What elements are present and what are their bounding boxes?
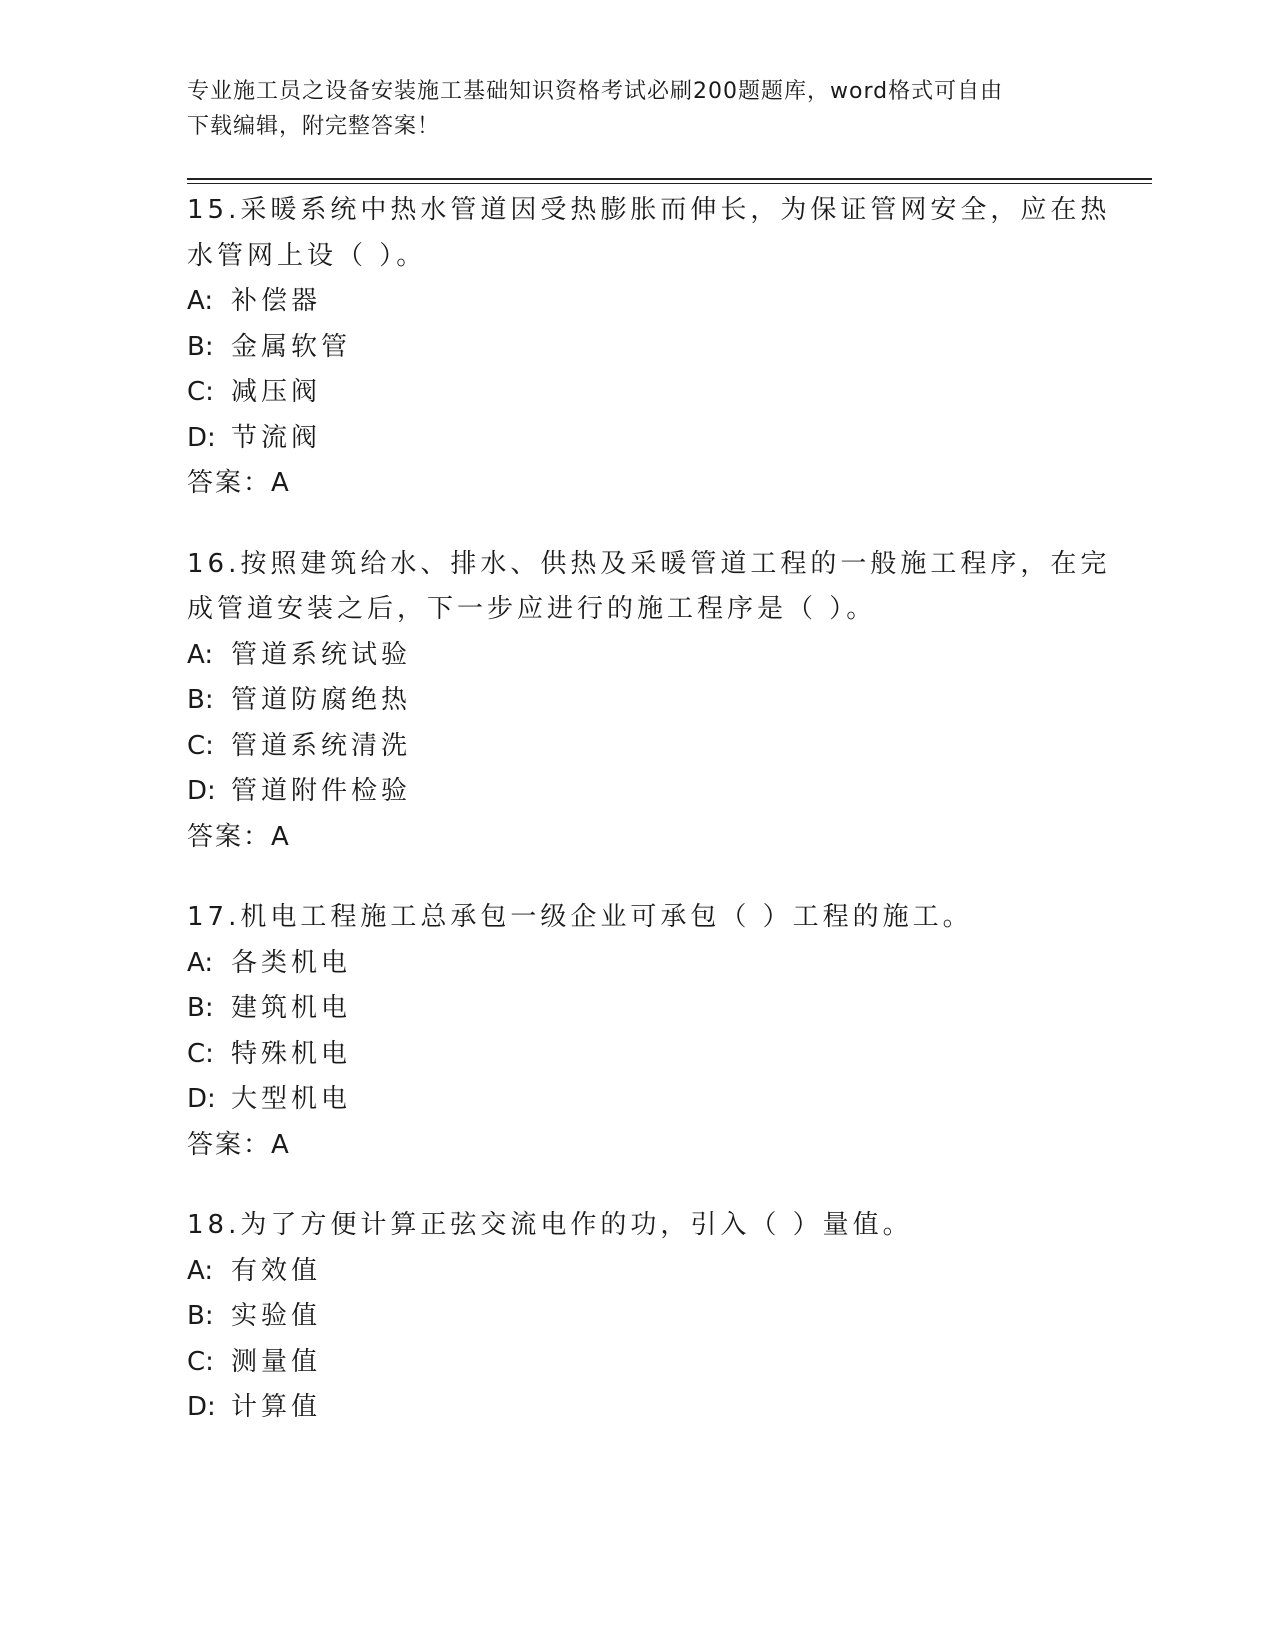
question-stem-line: 成管道安装之后，下一步应进行的施工程序是（ ）。 [187, 594, 877, 624]
option-letter: D: [187, 422, 216, 453]
option-letter: A: [187, 286, 214, 316]
option-letter: B: [187, 331, 214, 362]
question-block [187, 1203, 1087, 1431]
option-text: 金属软管 [231, 331, 352, 362]
option-item [187, 325, 1087, 371]
question-block [187, 895, 1087, 1168]
option-text: 计算值 [231, 1392, 322, 1422]
option-letter: D: [187, 776, 216, 806]
option-item [187, 1249, 1087, 1295]
option-item [187, 678, 1087, 724]
option-letter: A: [187, 947, 214, 978]
option-item [187, 279, 1087, 325]
option-item [187, 986, 1087, 1032]
option-letter: C: [187, 1038, 214, 1069]
question-stem [187, 1203, 1087, 1249]
document-header [187, 74, 1087, 144]
header-divider-thin [187, 183, 1152, 184]
option-item [187, 941, 1087, 987]
option-text: 管道系统试验 [231, 639, 412, 670]
option-item [187, 724, 1087, 770]
question-stem-line: 17.机电工程施工总承包一级企业可承包（ ）工程的施工。 [187, 902, 973, 932]
question-stem [187, 895, 1087, 941]
answer-line: 答案：A [187, 468, 291, 498]
question-stem-line: 16.按照建筑给水、排水、供热及采暖管道工程的一般施工程序，在完 [187, 548, 1111, 579]
question-stem-line: 水管网上设（ ）。 [187, 240, 427, 271]
question-block [187, 542, 1111, 861]
option-item [187, 1077, 1087, 1123]
question-stem [187, 542, 1111, 633]
option-letter: C: [187, 730, 214, 761]
option-text: 管道系统清洗 [231, 730, 412, 761]
option-text: 各类机电 [231, 947, 352, 978]
option-letter: B: [187, 1301, 214, 1331]
question-stem-line: 18.为了方便计算正弦交流电作的功，引入（ ）量值。 [187, 1210, 913, 1240]
header-line-1: 专业施工员之设备安装施工基础知识资格考试必刷200题题库，word格式可自由 [187, 79, 1004, 104]
option-text: 测量值 [231, 1346, 322, 1377]
option-text: 管道附件检验 [231, 776, 412, 806]
option-item [187, 1385, 1087, 1431]
option-text: 减压阀 [231, 377, 322, 407]
option-item [187, 1294, 1087, 1340]
header-divider-thick [187, 178, 1152, 180]
option-item [187, 416, 1087, 462]
option-text: 有效值 [231, 1255, 322, 1286]
option-letter: B: [187, 685, 214, 715]
question-stem [187, 188, 1111, 279]
option-item [187, 370, 1087, 416]
option-text: 补偿器 [231, 286, 322, 316]
option-letter: C: [187, 1346, 214, 1377]
option-item [187, 633, 1087, 679]
answer-line: 答案：A [187, 821, 291, 852]
option-letter: D: [187, 1084, 216, 1114]
option-text: 建筑机电 [231, 993, 352, 1023]
option-item [187, 769, 1087, 815]
question-block [187, 188, 1111, 507]
option-text: 节流阀 [231, 422, 322, 453]
option-letter: A: [187, 639, 214, 670]
option-text: 大型机电 [231, 1084, 352, 1114]
option-letter: C: [187, 377, 214, 407]
option-text: 特殊机电 [231, 1038, 352, 1069]
header-line-2: 下载编辑，附完整答案！ [187, 114, 441, 139]
option-letter: D: [187, 1392, 216, 1422]
option-text: 管道防腐绝热 [231, 685, 412, 715]
option-letter: B: [187, 993, 214, 1023]
answer-line: 答案：A [187, 1129, 291, 1160]
question-list [187, 188, 1111, 1466]
option-text: 实验值 [231, 1301, 322, 1331]
option-item [187, 1340, 1087, 1386]
option-item [187, 1032, 1087, 1078]
question-stem-line: 15.采暖系统中热水管道因受热膨胀而伸长，为保证管网安全，应在热 [187, 195, 1111, 225]
option-letter: A: [187, 1255, 214, 1286]
